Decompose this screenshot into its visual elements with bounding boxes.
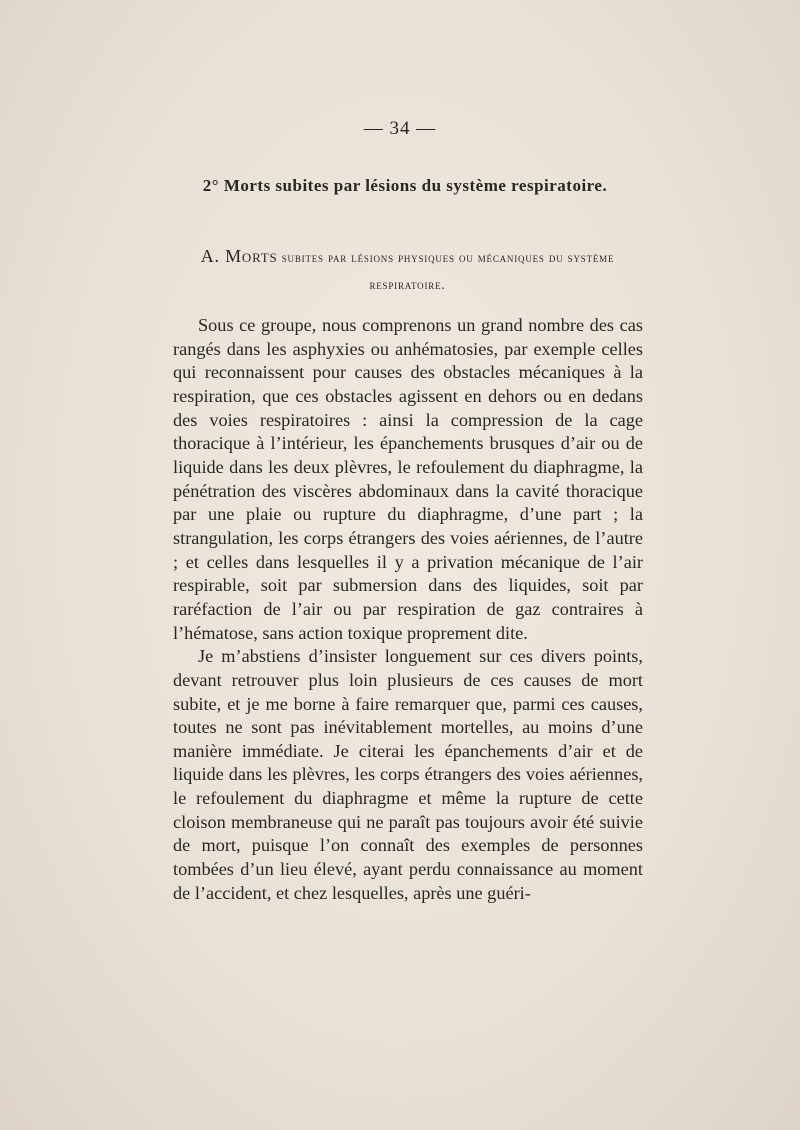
paragraph-1: Sous ce groupe, nous comprenons un grand nombre des cas rangés dans les asphyxies ou anhématosies, par exemple celles qui reconnaissent pour causes des obstacles mécaniques à la respiration, que ces obstacles agissent en dehors ou en dedans des voies respiratoires : ainsi la compression de la cage thoracique à l’intérieur, les épanchements brusques d’air ou de liquide dans les deux plèvres, le refoulement du diaphragme, la pénétration des viscères abdominaux dans la cavité thoracique par une plaie ou rupture du diaphragme, d’une part ; la strangulation, les corps étrangers des voies aériennes, de l’autre ; et celles dans lesquelles il y a privation mécanique de l’air respirable, soit par submersion dans des liquides, soit par raréfaction de l’air ou par respiration de gaz contraires à l’hématose, sans action toxique proprement dite. — [173, 315, 643, 643]
section-title: 2° Morts subites par lésions du système respiratoire. — [202, 176, 608, 195]
subsection-title — [170, 243, 645, 298]
paragraph-2: Je m’abstiens d’insister longuement sur ces divers points, devant retrouver plus loin plusieurs de ces causes de mort subite, et je me borne à faire remarquer que, parmi ces causes, toutes ne sont pas inévitablement mortelles, au moins d’une manière immédiate. Je citerai les épanchements d’air et de liquide dans les plèvres, les corps étrangers des voies aériennes, le refoulement du diaphragme et même la rupture de cette cloison membraneuse qui ne paraît pas toujours avoir été suivie de mort, puisque l’on connaît des exemples de personnes tombées d’un lieu élevé, ayant perdu connaissance au moment de l’accident, et chez lesquelles, après une guéri- — [173, 646, 643, 903]
subsection-title-rest: subites par lésions physiques ou mécaniques du système respiratoire. — [277, 250, 615, 292]
body-text — [173, 314, 643, 905]
subsection-title-lead: A. Morts — [200, 246, 278, 266]
page-number: — 34 — — [363, 118, 437, 139]
